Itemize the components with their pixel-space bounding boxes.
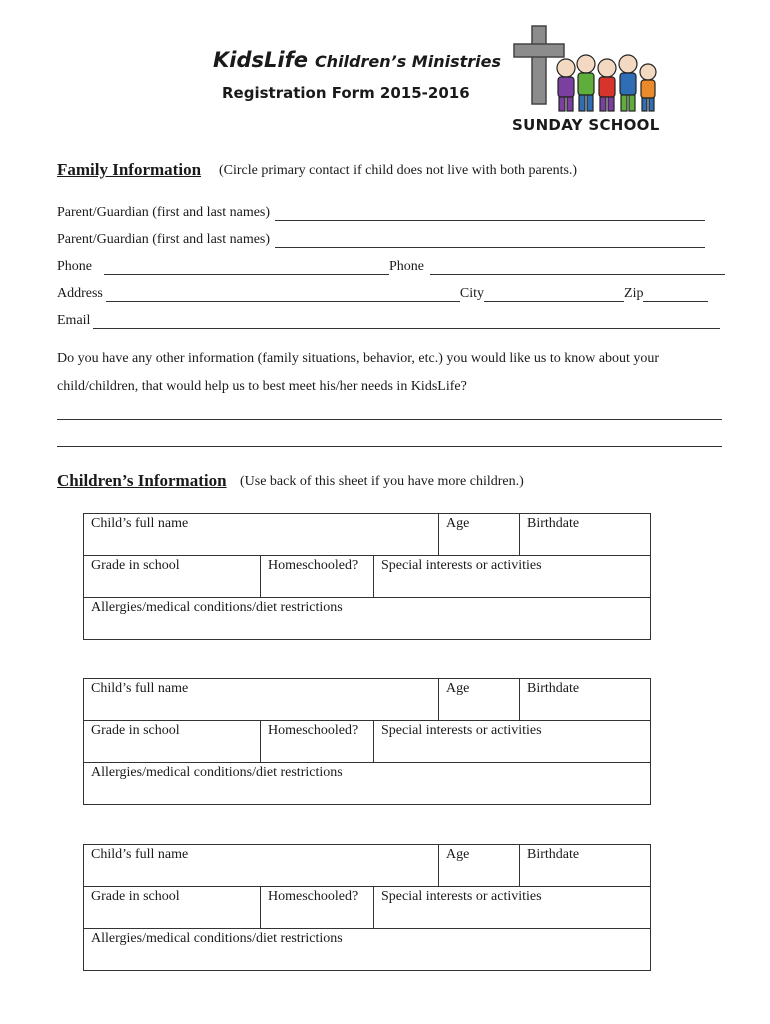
grade-label: Grade in school [91, 723, 180, 738]
birthdate-label: Birthdate [527, 681, 580, 696]
age-cell[interactable] [439, 845, 520, 887]
kidslife-title: KidsLife [213, 48, 308, 72]
grade-cell[interactable] [84, 556, 261, 598]
phone1-label: Phone [57, 259, 92, 274]
phone1-field[interactable] [104, 260, 389, 275]
grade-label: Grade in school [91, 889, 180, 904]
children-illustration [557, 55, 656, 111]
grade-cell[interactable] [84, 887, 261, 929]
allergies-cell[interactable] [84, 763, 651, 805]
address-field[interactable] [106, 287, 460, 302]
zip-field[interactable] [643, 287, 708, 302]
question-line-1: Do you have any other information (family situations, behavior, etc.) you would like us to know about your [57, 351, 660, 366]
grade-cell[interactable] [84, 721, 261, 763]
child-name-label: Child’s full name [91, 516, 189, 531]
allergies-label: Allergies/medical conditions/diet restrictions [91, 600, 343, 615]
age-cell[interactable] [439, 514, 520, 556]
allergies-cell[interactable] [84, 929, 651, 971]
age-label: Age [446, 516, 470, 531]
grade-label: Grade in school [91, 558, 180, 573]
childrens-information-note: (Use back of this sheet if you have more children.) [240, 474, 524, 489]
address-row [57, 284, 708, 302]
age-cell[interactable] [439, 679, 520, 721]
phone2-field[interactable] [430, 260, 725, 275]
child-name-cell[interactable] [84, 514, 439, 556]
parent2-row [57, 230, 705, 248]
birthdate-label: Birthdate [527, 516, 580, 531]
interests-cell[interactable] [374, 556, 651, 598]
interests-cell[interactable] [374, 721, 651, 763]
additional-info-line-1[interactable] [57, 418, 722, 420]
phone2-label: Phone [389, 259, 424, 274]
question-line-2: child/children, that would help us to best meet his/her needs in KidsLife? [57, 379, 467, 394]
homeschooled-cell[interactable] [261, 721, 374, 763]
additional-info-question [57, 345, 727, 401]
age-label: Age [446, 681, 470, 696]
phone-row [57, 257, 725, 275]
parent1-field[interactable] [275, 206, 705, 221]
allergies-label: Allergies/medical conditions/diet restrictions [91, 931, 343, 946]
form-title-line [213, 48, 501, 72]
birthdate-cell[interactable] [520, 514, 651, 556]
child-1-table [83, 513, 651, 640]
interests-label: Special interests or activities [381, 558, 542, 573]
child-name-cell[interactable] [84, 679, 439, 721]
sunday-school-label: SUNDAY SCHOOL [512, 116, 660, 134]
parent1-row [57, 203, 705, 221]
child-name-label: Child’s full name [91, 847, 189, 862]
interests-cell[interactable] [374, 887, 651, 929]
child-3-table [83, 844, 651, 971]
parent2-label: Parent/Guardian (first and last names) [57, 232, 271, 247]
homeschooled-label: Homeschooled? [268, 889, 359, 904]
zip-label: Zip [624, 286, 644, 301]
child-name-label: Child’s full name [91, 681, 189, 696]
additional-info-line-2[interactable] [57, 445, 722, 447]
email-field[interactable] [93, 314, 720, 329]
birthdate-label: Birthdate [527, 847, 580, 862]
birthdate-cell[interactable] [520, 845, 651, 887]
address-label: Address [57, 286, 103, 301]
homeschooled-cell[interactable] [261, 556, 374, 598]
childrens-information-heading: Children’s Information [57, 471, 227, 490]
parent2-field[interactable] [275, 233, 705, 248]
interests-label: Special interests or activities [381, 889, 542, 904]
city-label: City [459, 286, 485, 301]
email-row [57, 311, 720, 329]
parent1-label: Parent/Guardian (first and last names) [57, 205, 271, 220]
age-label: Age [446, 847, 470, 862]
birthdate-cell[interactable] [520, 679, 651, 721]
city-field[interactable] [484, 287, 624, 302]
email-label: Email [57, 313, 91, 328]
ministries-title: Children’s Ministries [314, 52, 501, 71]
family-information-note: (Circle primary contact if child does not live with both parents.) [219, 163, 578, 178]
cross-icon [532, 26, 546, 104]
family-information-heading: Family Information [57, 160, 202, 179]
homeschooled-label: Homeschooled? [268, 723, 359, 738]
allergies-cell[interactable] [84, 598, 651, 640]
allergies-label: Allergies/medical conditions/diet restrictions [91, 765, 343, 780]
homeschooled-cell[interactable] [261, 887, 374, 929]
interests-label: Special interests or activities [381, 723, 542, 738]
child-name-cell[interactable] [84, 845, 439, 887]
form-subtitle: Registration Form 2015-2016 [222, 84, 470, 102]
child-2-table [83, 678, 651, 805]
homeschooled-label: Homeschooled? [268, 558, 359, 573]
